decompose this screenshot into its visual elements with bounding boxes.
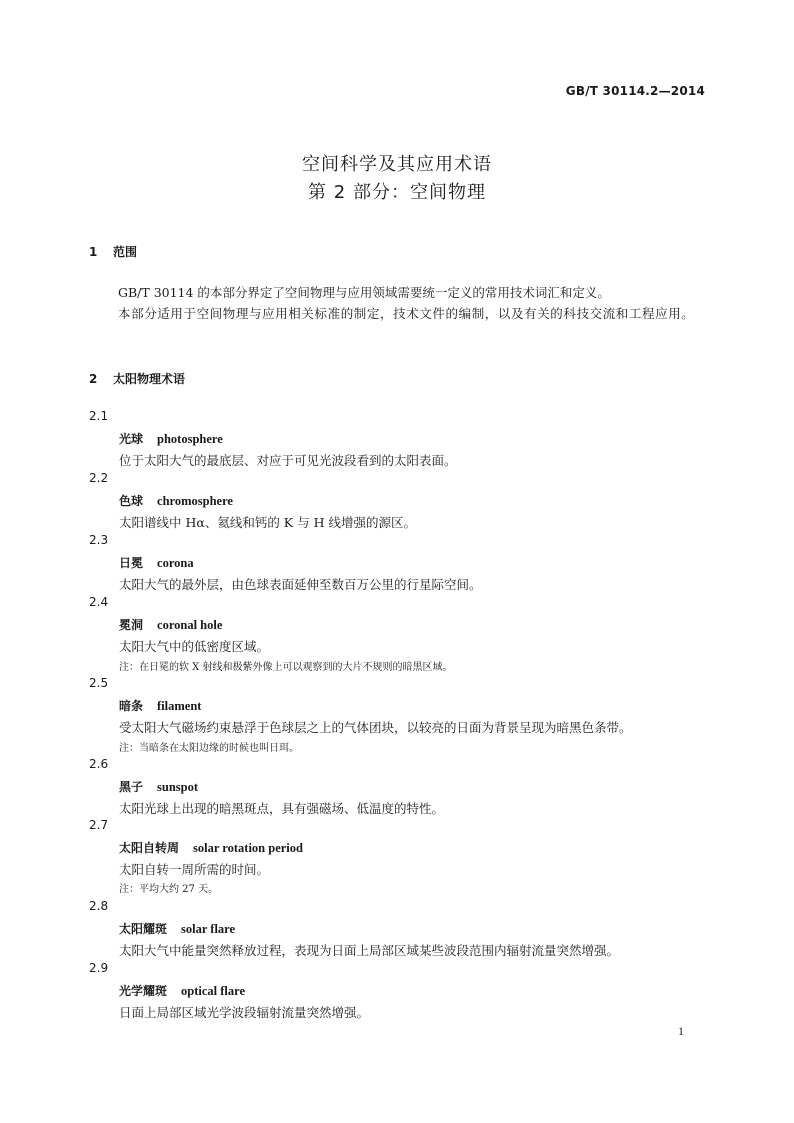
document-subtitle: 第 2 部分：空间物理 xyxy=(308,182,486,203)
term-number: 2.9 xyxy=(89,961,109,975)
term-name xyxy=(119,430,223,447)
term-definition: 太阳谱线中 Hα、氦线和钙的 K 与 H 线增强的源区。 xyxy=(119,515,416,530)
section-number: 1 xyxy=(89,245,98,259)
term-name-zh: 太阳耀斑 xyxy=(119,922,168,936)
term-definition: 太阳大气的最外层，由色球表面延伸至数百万公里的行星际空间。 xyxy=(119,577,482,592)
page-number: 1 xyxy=(678,1024,684,1038)
term-name xyxy=(119,982,245,999)
term-note: 注：平均大约 27 天。 xyxy=(119,884,219,895)
section-title: 太阳物理术语 xyxy=(113,372,186,386)
term-number: 2.8 xyxy=(89,899,109,913)
term-definition: 太阳大气中的低密度区域。 xyxy=(119,639,270,654)
term-definition: 太阳大气中能量突然释放过程，表现为日面上局部区域某些波段范围内辐射流量突然增强。 xyxy=(119,943,620,958)
term-definition: 受太阳大气磁场约束悬浮于色球层之上的气体团块，以较亮的日面为背景呈现为暗黑色条带。 xyxy=(119,720,632,735)
term-name-zh: 光球 xyxy=(119,432,144,446)
term-name-en: chromosphere xyxy=(157,494,233,508)
term-name-en: corona xyxy=(157,556,194,570)
term-name-en: photosphere xyxy=(157,432,223,446)
term-name-en: solar flare xyxy=(181,922,236,936)
term-name xyxy=(119,839,303,856)
term-number: 2.2 xyxy=(89,471,109,485)
section-number: 2 xyxy=(89,372,98,386)
term-name xyxy=(119,697,201,714)
term-name-zh: 黑子 xyxy=(119,780,144,794)
section-heading-scope xyxy=(89,243,137,260)
term-name-zh: 暗条 xyxy=(119,699,144,713)
scope-paragraph-2: 本部分适用于空间物理与应用相关标准的制定，技术文件的编制，以及有关的科技交流和工程应用。 xyxy=(118,306,695,321)
term-name-zh: 光学耀斑 xyxy=(119,984,168,998)
term-name xyxy=(119,492,233,509)
term-name-zh: 冕洞 xyxy=(119,618,144,632)
section-title: 范围 xyxy=(113,245,138,259)
scope-paragraph-1: GB/T 30114 的本部分界定了空间物理与应用领域需要统一定义的常用技术词汇和定义。 xyxy=(118,285,610,300)
term-number: 2.3 xyxy=(89,533,109,547)
term-name-zh: 太阳自转周 xyxy=(119,841,180,855)
term-note: 注：在日冕的软 X 射线和极紫外像上可以观察到的大片不规则的暗黑区域。 xyxy=(119,662,453,673)
term-definition: 太阳光球上出现的暗黑斑点，具有强磁场、低温度的特性。 xyxy=(119,801,445,816)
term-number: 2.1 xyxy=(89,409,109,423)
term-name-en: solar rotation period xyxy=(193,841,303,855)
term-name-en: coronal hole xyxy=(157,618,223,632)
term-name xyxy=(119,616,222,633)
term-number: 2.7 xyxy=(89,818,109,832)
term-number: 2.4 xyxy=(89,595,109,609)
term-name xyxy=(119,778,198,795)
document-title: 空间科学及其应用术语 xyxy=(302,154,492,175)
term-number: 2.6 xyxy=(89,757,109,771)
term-name-zh: 色球 xyxy=(119,494,144,508)
term-definition: 日面上局部区域光学波段辐射流量突然增强。 xyxy=(119,1005,370,1020)
term-definition: 位于太阳大气的最底层、对应于可见光波段看到的太阳表面。 xyxy=(119,453,457,468)
term-name-en: sunspot xyxy=(157,780,199,794)
section-heading-solar-physics xyxy=(89,370,185,387)
term-name-en: filament xyxy=(157,699,202,713)
term-name-zh: 日冕 xyxy=(119,556,144,570)
term-number: 2.5 xyxy=(89,676,109,690)
term-name xyxy=(119,920,235,937)
term-name-en: optical flare xyxy=(181,984,246,998)
term-definition: 太阳自转一周所需的时间。 xyxy=(119,862,270,877)
term-name xyxy=(119,554,194,571)
term-note: 注：当暗条在太阳边缘的时候也叫日珥。 xyxy=(119,743,299,754)
standard-code: GB/T 30114.2—2014 xyxy=(565,84,705,98)
